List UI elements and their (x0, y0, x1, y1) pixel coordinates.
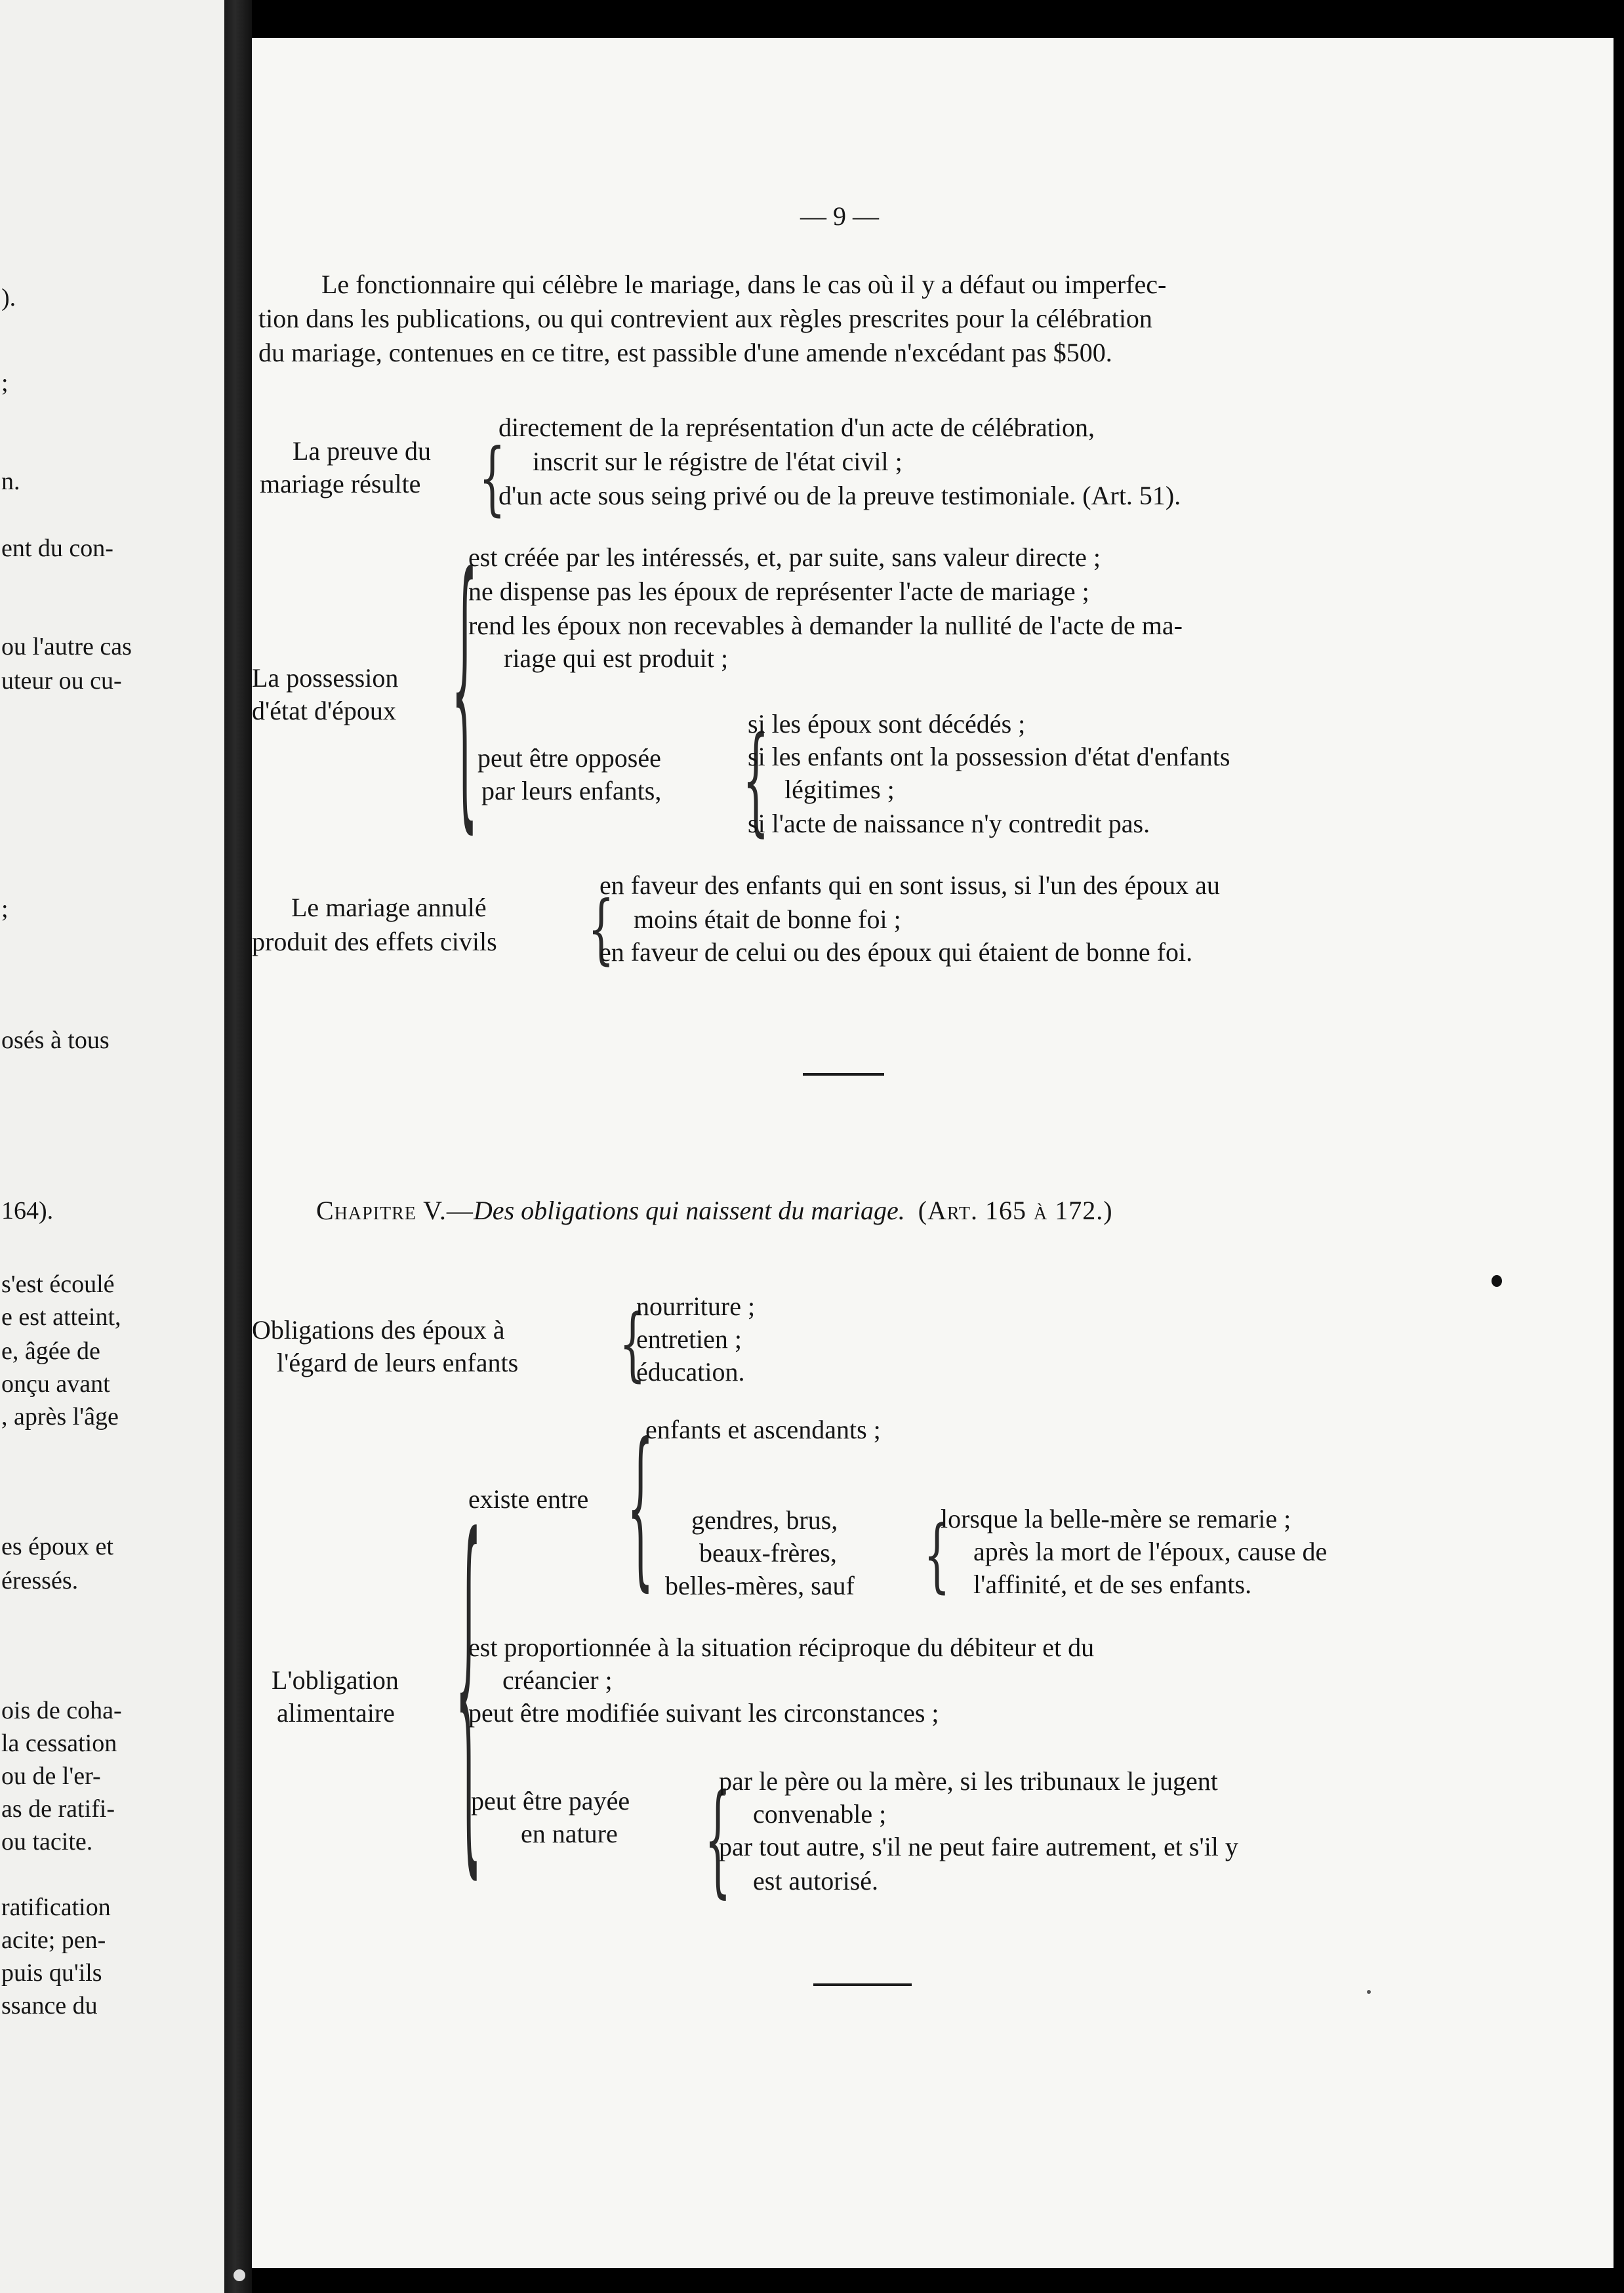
possession-sub-line: si les enfants ont la possession d'état d'enfants (748, 742, 1230, 771)
left-fragment: , après l'âge (1, 1403, 119, 1431)
possession-sub-label: peut être opposée (477, 743, 661, 773)
alimentaire-sauf-line: l'affinité, et de ses enfants. (973, 1570, 1252, 1599)
possession-line: rend les époux non recevables à demander la nullité de l'acte de ma- (468, 611, 1183, 640)
chapter-heading (316, 1195, 1113, 1227)
obligations-item: entretien ; (636, 1324, 742, 1354)
left-fragment: es époux et (1, 1533, 113, 1560)
ink-speck (1492, 1275, 1502, 1287)
alimentaire-label: alimentaire (277, 1698, 395, 1728)
alimentaire-existe-label: existe entre (468, 1484, 589, 1514)
left-fragment: s'est écoulé (1, 1270, 115, 1298)
left-fragment: 164). (1, 1197, 54, 1225)
brace: { (588, 886, 615, 974)
brace: { (924, 1510, 950, 1603)
left-fragment: as de ratifi- (1, 1795, 115, 1823)
brace: { (619, 1299, 646, 1392)
annule-line: moins était de bonne foi ; (634, 904, 901, 934)
alimentaire-nature-line: convenable ; (753, 1799, 887, 1829)
brace: { (704, 1770, 731, 1912)
intro-line: tion dans les publications, ou qui contrevient aux règles prescrites pour la célébration (258, 304, 1152, 333)
obligations-label: Obligations des époux à (252, 1315, 505, 1345)
annule-label: Le mariage annulé (291, 893, 487, 922)
annule-label: produit des effets civils (252, 927, 497, 956)
left-fragment: e, âgée de (1, 1337, 100, 1365)
possession-line: ne dispense pas les époux de représenter l'acte de mariage ; (468, 577, 1089, 606)
obligations-label: l'égard de leurs enfants (277, 1348, 519, 1377)
section-divider (803, 1073, 884, 1076)
left-fragment: ). (1, 284, 16, 312)
chapter-prefix: Chapitre V.— (316, 1196, 474, 1225)
left-fragment: ratification (1, 1894, 111, 1921)
alimentaire-line: peut être modifiée suivant les circonstances ; (468, 1698, 939, 1728)
left-fragment: la cessation (1, 1730, 117, 1757)
left-fragment: ou tacite. (1, 1828, 93, 1856)
left-fragment: ; (1, 369, 9, 397)
left-fragment: ou l'autre cas (1, 633, 132, 660)
alimentaire-existe-item: enfants et ascendants ; (645, 1415, 881, 1444)
book-gutter (224, 0, 252, 2293)
annule-line: en faveur de celui ou des époux qui étaient de bonne foi. (599, 937, 1193, 967)
brace: { (455, 1468, 482, 1915)
alimentaire-nature-line: est autorisé. (753, 1866, 879, 1896)
left-fragment: uteur ou cu- (1, 667, 122, 695)
page-number: — 9 — (800, 201, 879, 231)
brace: { (479, 433, 506, 526)
alimentaire-line: créancier ; (502, 1665, 613, 1695)
left-page (0, 0, 224, 2293)
binding-hole (233, 2269, 245, 2281)
left-fragment: ois de coha- (1, 1697, 122, 1724)
alimentaire-line: est proportionnée à la situation réciproque du débiteur et du (468, 1633, 1095, 1662)
chapter-title: Des obligations qui naissent du mariage. (473, 1196, 905, 1225)
preuve-label: La preuve du (293, 436, 432, 466)
possession-label: d'état d'époux (252, 696, 396, 725)
alimentaire-nature-line: par le père ou la mère, si les tribunaux le jugent (719, 1766, 1218, 1796)
possession-label: La possession (252, 663, 399, 693)
preuve-line: d'un acte sous seing privé ou de la preuve testimoniale. (Art. 51). (498, 481, 1181, 510)
left-fragment: osés à tous (1, 1026, 110, 1054)
left-fragment: éressés. (1, 1567, 79, 1594)
brace: { (742, 714, 769, 850)
alimentaire-sauf-line: après la mort de l'époux, cause de (973, 1537, 1328, 1566)
alimentaire-existe-item: belles-mères, sauf (665, 1571, 855, 1600)
preuve-label: mariage résulte (260, 469, 421, 498)
possession-line: riage qui est produit ; (504, 643, 729, 673)
alimentaire-existe-item: beaux-frères, (699, 1538, 837, 1568)
possession-sub-line: si les époux sont décédés ; (748, 709, 1026, 739)
alimentaire-label: L'obligation (272, 1665, 399, 1695)
intro-line: du mariage, contenues en ce titre, est passible d'une amende n'excédant pas $500. (258, 338, 1112, 367)
left-fragment: n. (1, 468, 20, 495)
left-fragment: ssance du (1, 1992, 98, 2019)
left-fragment: puis qu'ils (1, 1959, 102, 1987)
preuve-line: inscrit sur le régistre de l'état civil ; (533, 447, 903, 476)
brace: { (451, 521, 478, 861)
possession-sub-line: légitimes ; (784, 775, 895, 804)
preuve-line: directement de la représentation d'un acte de célébration, (498, 413, 1095, 442)
left-fragment: ent du con- (1, 535, 113, 562)
intro-line: Le fonctionnaire qui célèbre le mariage, dans le cas où il y a défaut ou imperfec- (321, 270, 1167, 299)
ink-speck (1367, 1990, 1371, 1994)
left-fragment: ou de l'er- (1, 1762, 101, 1790)
brace: { (627, 1410, 654, 1609)
possession-sub-label: par leurs enfants, (481, 776, 662, 805)
right-page (252, 38, 1614, 2268)
alimentaire-nature-line: par tout autre, s'il ne peut faire autrement, et s'il y (719, 1832, 1238, 1861)
obligations-item: nourriture ; (636, 1291, 756, 1321)
possession-sub-line: si l'acte de naissance n'y contredit pas. (748, 809, 1150, 838)
section-divider (813, 1983, 912, 1986)
annule-line: en faveur des enfants qui en sont issus, si l'un des époux au (599, 870, 1220, 900)
obligations-item: éducation. (636, 1357, 745, 1387)
left-fragment: e est atteint, (1, 1303, 121, 1331)
alimentaire-nature-label: en nature (521, 1819, 618, 1848)
alimentaire-sauf-line: lorsque la belle-mère se remarie ; (941, 1504, 1291, 1533)
left-fragment: acite; pen- (1, 1926, 106, 1954)
chapter-ref: (Art. 165 à 172.) (918, 1196, 1113, 1225)
left-fragment: ; (1, 895, 9, 923)
left-fragment: onçu avant (1, 1370, 110, 1398)
alimentaire-nature-label: peut être payée (471, 1786, 630, 1816)
alimentaire-existe-item: gendres, brus, (691, 1505, 838, 1535)
possession-line: est créée par les intéressés, et, par suite, sans valeur directe ; (468, 542, 1101, 572)
